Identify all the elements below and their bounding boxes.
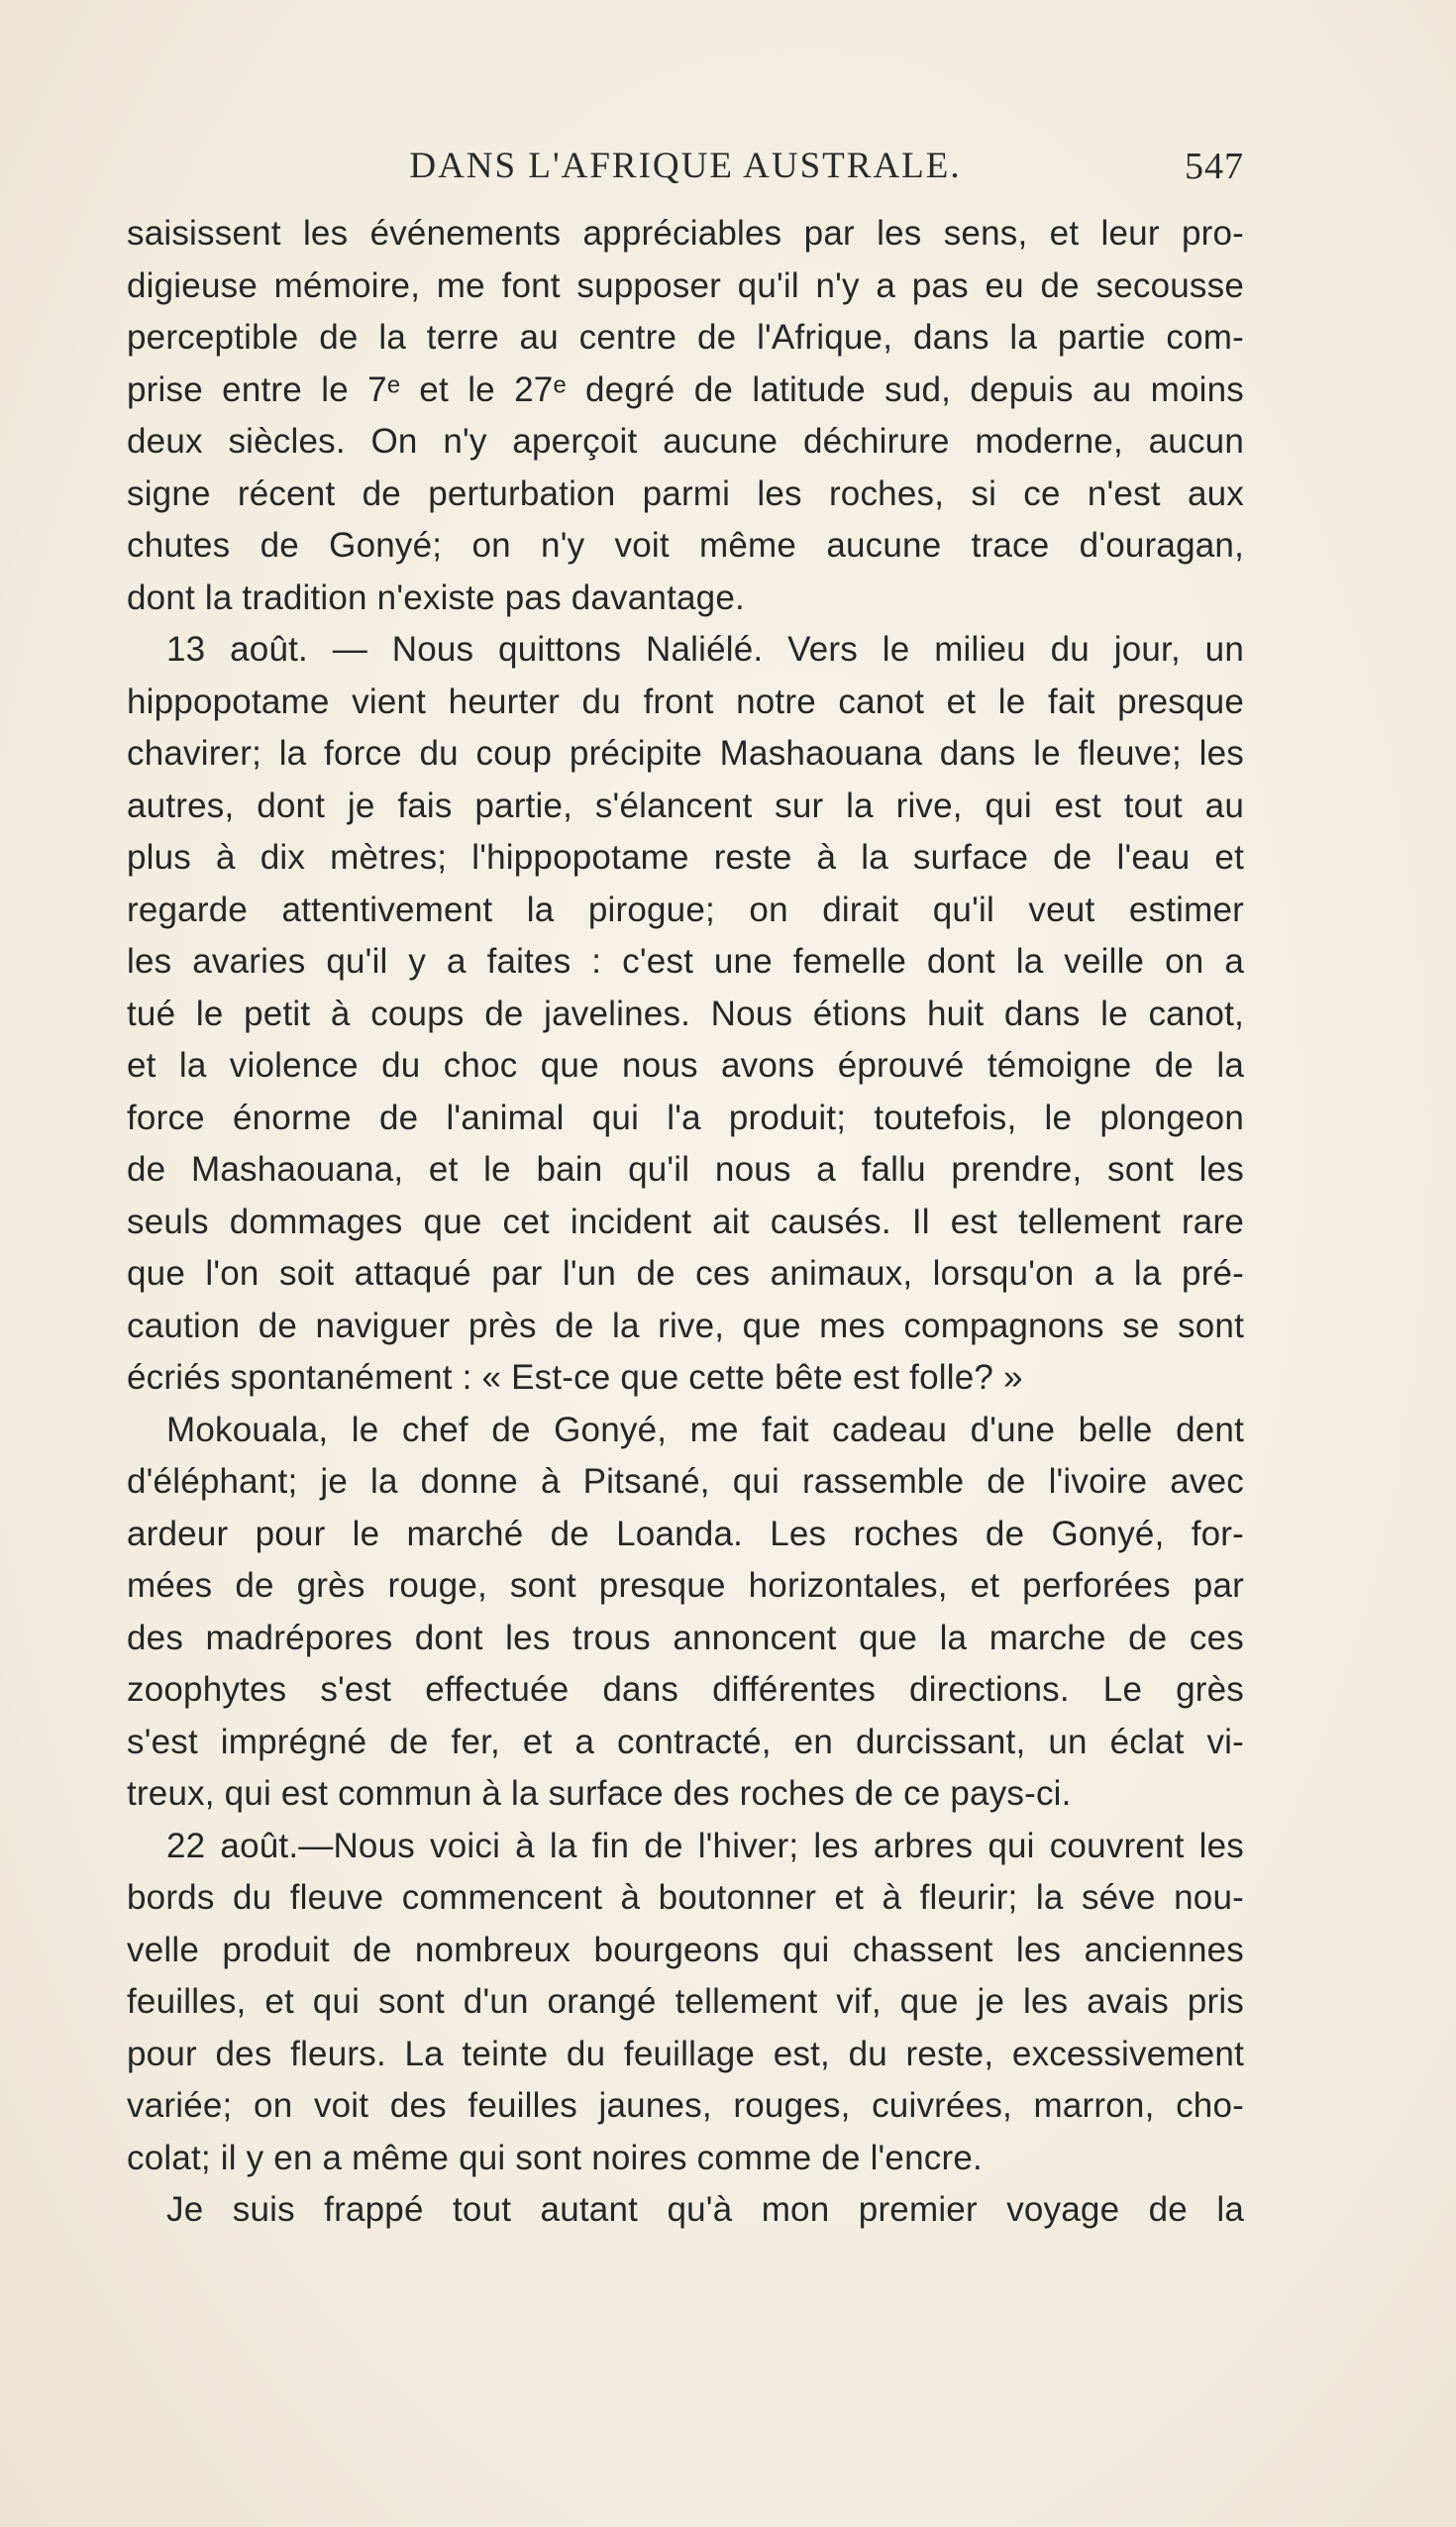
text-line: signe récent de perturbation parmi les roches, si ce n'est aux <box>127 474 1244 513</box>
text-line: plus à dix mètres; l'hippopotame reste à la surface de l'eau et <box>127 838 1244 877</box>
page-number: 547 <box>1185 146 1244 187</box>
text-line: bords du fleuve commencent à boutonner et à fleurir; la séve nou- <box>127 1878 1244 1917</box>
paragraph-1 <box>127 208 1244 624</box>
text-line: digieuse mémoire, me font supposer qu'il n'y a pas eu de secousse <box>127 265 1244 305</box>
text-line: force énorme de l'animal qui l'a produit; toutefois, le plongeon <box>127 1098 1244 1137</box>
text-line: prise entre le 7ᵉ et le 27ᵉ degré de latitude sud, depuis au moins <box>127 369 1244 409</box>
text-line: Mokouala, le chef de Gonyé, me fait cadeau d'une belle dent <box>166 1410 1244 1449</box>
text-line: ardeur pour le marché de Loanda. Les roches de Gonyé, for- <box>127 1514 1244 1553</box>
text-line: tué le petit à coups de javelines. Nous étions huit dans le canot, <box>127 994 1244 1033</box>
text-line: zoophytes s'est effectuée dans différentes directions. Le grès <box>127 1670 1244 1709</box>
text-line: caution de naviguer près de la rive, que mes compagnons se sont <box>127 1306 1244 1345</box>
text-line: regarde attentivement la pirogue; on dirait qu'il veut estimer <box>127 890 1244 929</box>
paragraph-4 <box>127 1821 1244 2185</box>
text-line: que l'on soit attaqué par l'un de ces animaux, lorsqu'on a la pré- <box>127 1254 1244 1293</box>
text-line: Je suis frappé tout autant qu'à mon premier voyage de la <box>166 2190 1244 2229</box>
text-line: saisissent les événements appréciables par les sens, et leur pro- <box>127 214 1244 253</box>
paragraph-2 <box>127 624 1244 1405</box>
running-head <box>127 145 1244 194</box>
text-line: 22 août.—Nous voici à la fin de l'hiver; les arbres qui couvrent les <box>166 1826 1244 1865</box>
text-line: deux siècles. On n'y aperçoit aucune déchirure moderne, aucun <box>127 422 1244 461</box>
text-line: treux, qui est commun à la surface des roches de ce pays-ci. <box>127 1774 1072 1813</box>
text-line: 13 août. — Nous quittons Naliélé. Vers le milieu du jour, un <box>166 630 1244 669</box>
text-line: autres, dont je fais partie, s'élancent sur la rive, qui est tout au <box>127 786 1244 825</box>
text-line: s'est imprégné de fer, et a contracté, en durcissant, un éclat vi- <box>127 1722 1244 1761</box>
paragraph-3 <box>127 1405 1244 1821</box>
text-line: hippopotame vient heurter du front notre canot et le fait presque <box>127 682 1244 721</box>
text-line: des madrépores dont les trous annoncent que la marche de ces <box>127 1618 1244 1657</box>
text-line: écriés spontanément : « Est-ce que cette bête est folle? » <box>127 1358 1023 1397</box>
text-line: de Mashaouana, et le bain qu'il nous a fallu prendre, sont les <box>127 1150 1244 1189</box>
text-line: seuls dommages que cet incident ait causés. Il est tellement rare <box>127 1202 1244 1241</box>
text-line: variée; on voit des feuilles jaunes, rouges, cuivrées, marron, cho- <box>127 2086 1244 2125</box>
body-text <box>127 208 1244 2237</box>
paragraph-5 <box>127 2184 1244 2237</box>
text-line: chavirer; la force du coup précipite Mashaouana dans le fleuve; les <box>127 734 1244 773</box>
text-line: feuilles, et qui sont d'un orangé tellement vif, que je les avais pris <box>127 1982 1244 2021</box>
text-line: et la violence du choc que nous avons éprouvé témoigne de la <box>127 1046 1244 1085</box>
text-line: dont la tradition n'existe pas davantage. <box>127 578 745 617</box>
text-line: chutes de Gonyé; on n'y voit même aucune trace d'ouragan, <box>127 526 1244 565</box>
text-line: pour des fleurs. La teinte du feuillage est, du reste, excessivement <box>127 2034 1244 2073</box>
text-line: colat; il y en a même qui sont noires comme de l'encre. <box>127 2138 983 2177</box>
running-title: DANS L'AFRIQUE AUSTRALE. <box>409 146 962 186</box>
text-line: mées de grès rouge, sont presque horizontales, et perforées par <box>127 1566 1244 1605</box>
text-line: d'éléphant; je la donne à Pitsané, qui rassemble de l'ivoire avec <box>127 1462 1244 1501</box>
text-line: perceptible de la terre au centre de l'Afrique, dans la partie com- <box>127 318 1244 357</box>
text-line: velle produit de nombreux bourgeons qui chassent les anciennes <box>127 1930 1244 1969</box>
text-line: les avaries qu'il y a faites : c'est une femelle dont la veille on a <box>127 942 1244 981</box>
